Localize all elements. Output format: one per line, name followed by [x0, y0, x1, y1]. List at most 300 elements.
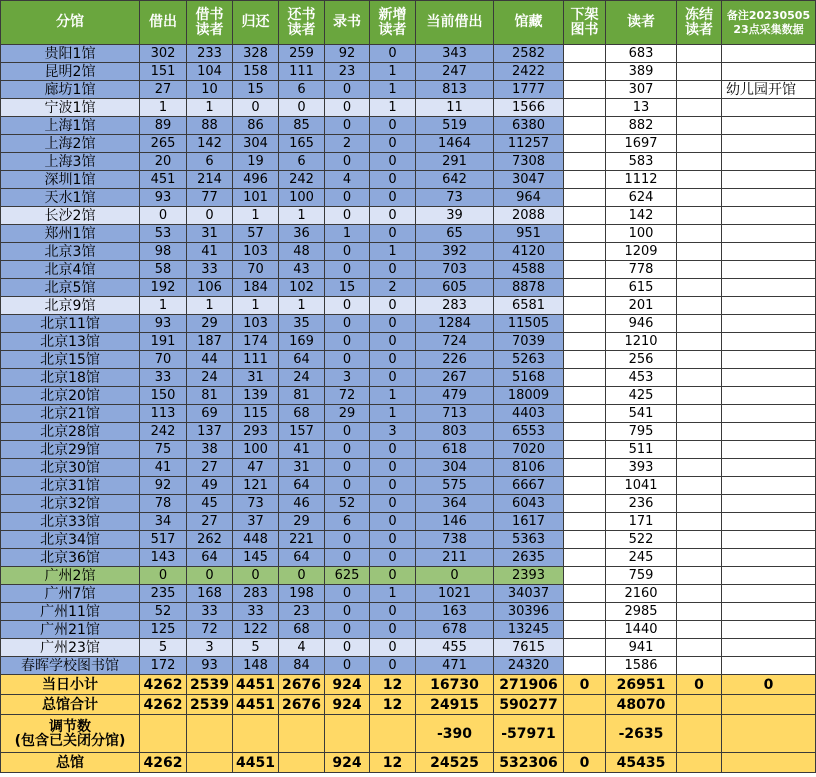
table-row	[1, 423, 816, 441]
branch-name-cell: 北京13馆	[1, 333, 140, 351]
frozen-readers-cell	[677, 657, 722, 675]
collection-cell: 2088	[494, 207, 564, 225]
new-readers-cell: 2	[370, 279, 416, 297]
readers-cell: 256	[606, 351, 677, 369]
current-loans-cell: 267	[416, 369, 494, 387]
borrowed-cell: 143	[140, 549, 187, 567]
return-readers-cell: 41	[279, 441, 325, 459]
borrow-readers-total-cell	[187, 753, 233, 773]
notes-cell	[722, 387, 816, 405]
table-row	[1, 351, 816, 369]
withdrawn-cell	[564, 423, 606, 441]
return-readers-cell: 165	[279, 135, 325, 153]
returned-cell: 70	[233, 261, 279, 279]
notes-cell	[722, 495, 816, 513]
withdrawn-cell	[564, 369, 606, 387]
notes-cell	[722, 639, 816, 657]
current-loans-total-cell: 16730	[416, 675, 494, 695]
table-row	[1, 657, 816, 675]
return-readers-total-cell: 2676	[279, 695, 325, 715]
current-loans-cell: 618	[416, 441, 494, 459]
return-readers-cell: 31	[279, 459, 325, 477]
borrowed-cell: 517	[140, 531, 187, 549]
cataloged-cell: 0	[325, 315, 370, 333]
notes-cell	[722, 99, 816, 117]
branch-name-cell: 广州2馆	[1, 567, 140, 585]
cataloged-cell: 0	[325, 423, 370, 441]
new-readers-cell: 0	[370, 657, 416, 675]
notes-cell	[722, 621, 816, 639]
borrowed-total-cell: 4262	[140, 675, 187, 695]
cataloged-total-cell	[325, 715, 370, 753]
frozen-readers-cell	[677, 153, 722, 171]
new-readers-cell: 0	[370, 333, 416, 351]
borrow-readers-cell: 168	[187, 585, 233, 603]
current-loans-cell: 575	[416, 477, 494, 495]
borrowed-cell: 20	[140, 153, 187, 171]
current-loans-cell: 247	[416, 63, 494, 81]
borrowed-cell: 5	[140, 639, 187, 657]
current-loans-cell: 343	[416, 45, 494, 63]
borrowed-cell: 150	[140, 387, 187, 405]
return-readers-cell: 24	[279, 369, 325, 387]
new-readers-cell: 0	[370, 477, 416, 495]
branch-name-cell: 北京30馆	[1, 459, 140, 477]
cataloged-cell: 0	[325, 99, 370, 117]
readers-cell: 171	[606, 513, 677, 531]
collection-cell: 2582	[494, 45, 564, 63]
readers-cell: 795	[606, 423, 677, 441]
new-readers-cell: 0	[370, 603, 416, 621]
notes-total-cell	[722, 753, 816, 773]
col-branch: 分馆	[1, 1, 140, 45]
borrow-readers-cell: 77	[187, 189, 233, 207]
returned-cell: 0	[233, 567, 279, 585]
borrow-readers-cell: 10	[187, 81, 233, 99]
readers-cell: 425	[606, 387, 677, 405]
table-row	[1, 81, 816, 99]
branch-name-cell: 春晖学校图书馆	[1, 657, 140, 675]
cataloged-cell: 0	[325, 585, 370, 603]
current-loans-cell: 73	[416, 189, 494, 207]
returned-cell: 1	[233, 297, 279, 315]
col-notes	[722, 1, 816, 45]
notes-cell	[722, 567, 816, 585]
collection-cell: 6553	[494, 423, 564, 441]
table-row	[1, 315, 816, 333]
borrowed-cell: 53	[140, 225, 187, 243]
collection-cell: 2393	[494, 567, 564, 585]
table-row	[1, 207, 816, 225]
new-readers-cell: 0	[370, 45, 416, 63]
table-row	[1, 135, 816, 153]
frozen-readers-cell	[677, 99, 722, 117]
returned-cell: 15	[233, 81, 279, 99]
withdrawn-cell	[564, 495, 606, 513]
borrowed-cell: 113	[140, 405, 187, 423]
cataloged-cell: 52	[325, 495, 370, 513]
collection-cell: 1777	[494, 81, 564, 99]
returned-total-cell: 4451	[233, 695, 279, 715]
withdrawn-cell	[564, 99, 606, 117]
table-row	[1, 585, 816, 603]
notes-total-cell	[722, 695, 816, 715]
borrow-readers-cell: 233	[187, 45, 233, 63]
withdrawn-cell	[564, 657, 606, 675]
col-collection: 馆藏	[494, 1, 564, 45]
readers-cell: 201	[606, 297, 677, 315]
branch-name-cell: 北京15馆	[1, 351, 140, 369]
header-line: 读者	[287, 21, 316, 38]
notes-cell	[722, 441, 816, 459]
withdrawn-cell	[564, 459, 606, 477]
table-row	[1, 45, 816, 63]
readers-cell: 236	[606, 495, 677, 513]
collection-cell: 1566	[494, 99, 564, 117]
notes-cell	[722, 45, 816, 63]
table-row	[1, 153, 816, 171]
new-readers-cell: 0	[370, 621, 416, 639]
returned-cell: 5	[233, 639, 279, 657]
new-readers-cell: 0	[370, 459, 416, 477]
table-row	[1, 405, 816, 423]
borrowed-cell: 27	[140, 81, 187, 99]
readers-cell: 13	[606, 99, 677, 117]
branch-name-cell: 北京34馆	[1, 531, 140, 549]
borrow-readers-cell: 104	[187, 63, 233, 81]
return-readers-cell: 1	[279, 297, 325, 315]
frozen-readers-cell	[677, 279, 722, 297]
returned-cell: 328	[233, 45, 279, 63]
returned-cell: 139	[233, 387, 279, 405]
table-row	[1, 459, 816, 477]
new-readers-cell: 0	[370, 567, 416, 585]
return-readers-cell: 0	[279, 99, 325, 117]
returned-cell: 174	[233, 333, 279, 351]
borrowed-total-cell	[140, 715, 187, 753]
cataloged-cell: 625	[325, 567, 370, 585]
frozen-readers-cell	[677, 63, 722, 81]
current-loans-cell: 724	[416, 333, 494, 351]
returned-cell: 1	[233, 207, 279, 225]
cataloged-cell: 0	[325, 549, 370, 567]
readers-total-cell: 26951	[606, 675, 677, 695]
collection-cell: 11257	[494, 135, 564, 153]
frozen-readers-total-cell	[677, 695, 722, 715]
notes-cell	[722, 171, 816, 189]
frozen-readers-cell	[677, 261, 722, 279]
current-loans-cell: 283	[416, 297, 494, 315]
readers-cell: 511	[606, 441, 677, 459]
branch-name-cell: 广州11馆	[1, 603, 140, 621]
readers-cell: 683	[606, 45, 677, 63]
collection-cell: 30396	[494, 603, 564, 621]
cataloged-cell: 0	[325, 477, 370, 495]
current-loans-total-cell: -390	[416, 715, 494, 753]
current-loans-cell: 471	[416, 657, 494, 675]
new-readers-total-cell: 12	[370, 675, 416, 695]
summary-label-cell: 当日小计	[1, 675, 140, 695]
borrow-readers-cell: 0	[187, 567, 233, 585]
return-readers-cell: 157	[279, 423, 325, 441]
header-line: 图书	[570, 21, 599, 38]
collection-cell: 3047	[494, 171, 564, 189]
frozen-readers-cell	[677, 225, 722, 243]
collection-cell: 11505	[494, 315, 564, 333]
branch-name-cell: 北京28馆	[1, 423, 140, 441]
frozen-readers-cell	[677, 405, 722, 423]
branch-name-cell: 广州21馆	[1, 621, 140, 639]
borrowed-cell: 89	[140, 117, 187, 135]
branch-name-cell: 广州7馆	[1, 585, 140, 603]
table-row	[1, 495, 816, 513]
frozen-readers-cell	[677, 549, 722, 567]
borrow-readers-cell: 24	[187, 369, 233, 387]
withdrawn-cell	[564, 477, 606, 495]
borrowed-cell: 0	[140, 567, 187, 585]
collection-cell: 5168	[494, 369, 564, 387]
new-readers-total-cell: 12	[370, 695, 416, 715]
borrowed-cell: 75	[140, 441, 187, 459]
return-readers-cell: 102	[279, 279, 325, 297]
collection-cell: 6581	[494, 297, 564, 315]
new-readers-cell: 0	[370, 495, 416, 513]
frozen-readers-total-cell: 0	[677, 675, 722, 695]
withdrawn-cell	[564, 117, 606, 135]
frozen-readers-cell	[677, 387, 722, 405]
col-borrowed: 借出	[140, 1, 187, 45]
new-readers-cell: 0	[370, 531, 416, 549]
borrow-readers-cell: 187	[187, 333, 233, 351]
branch-name-cell: 北京4馆	[1, 261, 140, 279]
return-readers-cell: 221	[279, 531, 325, 549]
returned-cell: 145	[233, 549, 279, 567]
col-cataloged: 录书	[325, 1, 370, 45]
new-readers-cell: 0	[370, 297, 416, 315]
notes-cell	[722, 369, 816, 387]
readers-cell: 1440	[606, 621, 677, 639]
branch-name-cell: 北京31馆	[1, 477, 140, 495]
summary-row	[1, 715, 816, 753]
cataloged-cell: 72	[325, 387, 370, 405]
branch-name-cell: 深圳1馆	[1, 171, 140, 189]
frozen-readers-cell	[677, 315, 722, 333]
header-line: 备注20230505	[726, 8, 811, 22]
header-line: 下架	[570, 6, 599, 23]
current-loans-cell: 226	[416, 351, 494, 369]
readers-cell: 142	[606, 207, 677, 225]
withdrawn-cell	[564, 189, 606, 207]
return-readers-total-cell	[279, 753, 325, 773]
returned-cell: 122	[233, 621, 279, 639]
returned-cell: 86	[233, 117, 279, 135]
col-returned: 归还	[233, 1, 279, 45]
return-readers-cell: 68	[279, 621, 325, 639]
collection-cell: 6380	[494, 117, 564, 135]
notes-cell	[722, 153, 816, 171]
new-readers-cell: 1	[370, 243, 416, 261]
readers-cell: 393	[606, 459, 677, 477]
returned-cell: 47	[233, 459, 279, 477]
withdrawn-total-cell: 0	[564, 753, 606, 773]
branch-name-cell: 天水1馆	[1, 189, 140, 207]
returned-cell: 101	[233, 189, 279, 207]
cataloged-cell: 0	[325, 351, 370, 369]
borrowed-cell: 125	[140, 621, 187, 639]
new-readers-total-cell: 12	[370, 753, 416, 773]
current-loans-cell: 1284	[416, 315, 494, 333]
new-readers-cell: 1	[370, 99, 416, 117]
borrow-readers-cell: 69	[187, 405, 233, 423]
borrowed-total-cell: 4262	[140, 695, 187, 715]
borrowed-cell: 58	[140, 261, 187, 279]
col-new-readers	[370, 1, 416, 45]
collection-cell: 4403	[494, 405, 564, 423]
readers-total-cell: 45435	[606, 753, 677, 773]
borrowed-cell: 70	[140, 351, 187, 369]
collection-cell: 7615	[494, 639, 564, 657]
table-row	[1, 603, 816, 621]
withdrawn-cell	[564, 153, 606, 171]
collection-cell: 2635	[494, 549, 564, 567]
return-readers-cell: 259	[279, 45, 325, 63]
borrow-readers-cell: 44	[187, 351, 233, 369]
readers-cell: 1209	[606, 243, 677, 261]
borrow-readers-cell: 106	[187, 279, 233, 297]
branch-name-cell: 北京21馆	[1, 405, 140, 423]
table-row	[1, 549, 816, 567]
new-readers-cell: 1	[370, 63, 416, 81]
collection-cell: 4120	[494, 243, 564, 261]
borrowed-total-cell: 4262	[140, 753, 187, 773]
new-readers-cell: 0	[370, 153, 416, 171]
return-readers-cell: 4	[279, 639, 325, 657]
header-line: 借书	[195, 6, 224, 23]
borrowed-cell: 265	[140, 135, 187, 153]
cataloged-cell: 92	[325, 45, 370, 63]
table-row	[1, 99, 816, 117]
frozen-readers-cell	[677, 189, 722, 207]
borrow-readers-cell: 27	[187, 459, 233, 477]
borrow-readers-cell: 1	[187, 99, 233, 117]
current-loans-cell: 11	[416, 99, 494, 117]
current-loans-cell: 713	[416, 405, 494, 423]
collection-total-cell: 271906	[494, 675, 564, 695]
frozen-readers-cell	[677, 369, 722, 387]
table-row	[1, 189, 816, 207]
collection-cell: 5263	[494, 351, 564, 369]
returned-cell: 111	[233, 351, 279, 369]
branch-name-cell: 上海1馆	[1, 117, 140, 135]
current-loans-total-cell: 24915	[416, 695, 494, 715]
frozen-readers-cell	[677, 243, 722, 261]
readers-cell: 100	[606, 225, 677, 243]
notes-cell	[722, 315, 816, 333]
frozen-readers-cell	[677, 171, 722, 189]
cataloged-cell: 0	[325, 333, 370, 351]
current-loans-cell: 364	[416, 495, 494, 513]
borrow-readers-cell: 41	[187, 243, 233, 261]
collection-cell: 6043	[494, 495, 564, 513]
return-readers-cell: 64	[279, 477, 325, 495]
notes-cell	[722, 549, 816, 567]
withdrawn-total-cell	[564, 695, 606, 715]
borrow-readers-cell: 262	[187, 531, 233, 549]
cataloged-cell: 0	[325, 657, 370, 675]
returned-total-cell	[233, 715, 279, 753]
withdrawn-cell	[564, 621, 606, 639]
branch-name-cell: 上海3馆	[1, 153, 140, 171]
frozen-readers-cell	[677, 117, 722, 135]
return-readers-cell: 6	[279, 81, 325, 99]
collection-cell: 34037	[494, 585, 564, 603]
borrowed-cell: 93	[140, 315, 187, 333]
frozen-readers-cell	[677, 513, 722, 531]
new-readers-cell: 3	[370, 423, 416, 441]
borrowed-cell: 451	[140, 171, 187, 189]
cataloged-cell: 0	[325, 81, 370, 99]
return-readers-cell: 85	[279, 117, 325, 135]
return-readers-cell: 35	[279, 315, 325, 333]
withdrawn-cell	[564, 351, 606, 369]
notes-total-cell: 0	[722, 675, 816, 695]
borrowed-cell: 172	[140, 657, 187, 675]
withdrawn-cell	[564, 603, 606, 621]
returned-cell: 496	[233, 171, 279, 189]
notes-cell	[722, 423, 816, 441]
summary-label-cell	[1, 715, 140, 753]
notes-cell	[722, 603, 816, 621]
notes-cell	[722, 225, 816, 243]
notes-cell	[722, 261, 816, 279]
frozen-readers-total-cell	[677, 753, 722, 773]
branch-name-cell: 长沙2馆	[1, 207, 140, 225]
withdrawn-cell	[564, 441, 606, 459]
readers-cell: 946	[606, 315, 677, 333]
branch-name-cell: 北京9馆	[1, 297, 140, 315]
table-row	[1, 567, 816, 585]
header-line: 读者	[195, 21, 224, 38]
branch-name-cell: 北京11馆	[1, 315, 140, 333]
readers-cell: 941	[606, 639, 677, 657]
cataloged-cell: 0	[325, 297, 370, 315]
borrowed-cell: 41	[140, 459, 187, 477]
returned-cell: 100	[233, 441, 279, 459]
current-loans-cell: 738	[416, 531, 494, 549]
current-loans-cell: 392	[416, 243, 494, 261]
borrow-readers-cell: 81	[187, 387, 233, 405]
current-loans-cell: 163	[416, 603, 494, 621]
borrow-readers-total-cell: 2539	[187, 675, 233, 695]
summary-row	[1, 695, 816, 715]
branch-name-cell: 北京32馆	[1, 495, 140, 513]
notes-cell	[722, 243, 816, 261]
cataloged-cell: 0	[325, 621, 370, 639]
summary-label-cell: 总馆	[1, 753, 140, 773]
returned-cell: 0	[233, 99, 279, 117]
borrowed-cell: 92	[140, 477, 187, 495]
frozen-readers-cell	[677, 585, 722, 603]
cataloged-cell: 23	[325, 63, 370, 81]
notes-cell	[722, 333, 816, 351]
current-loans-cell: 1021	[416, 585, 494, 603]
borrow-readers-cell: 33	[187, 603, 233, 621]
summary-row	[1, 675, 816, 695]
readers-cell: 1210	[606, 333, 677, 351]
withdrawn-cell	[564, 567, 606, 585]
notes-cell	[722, 585, 816, 603]
new-readers-cell: 0	[370, 117, 416, 135]
